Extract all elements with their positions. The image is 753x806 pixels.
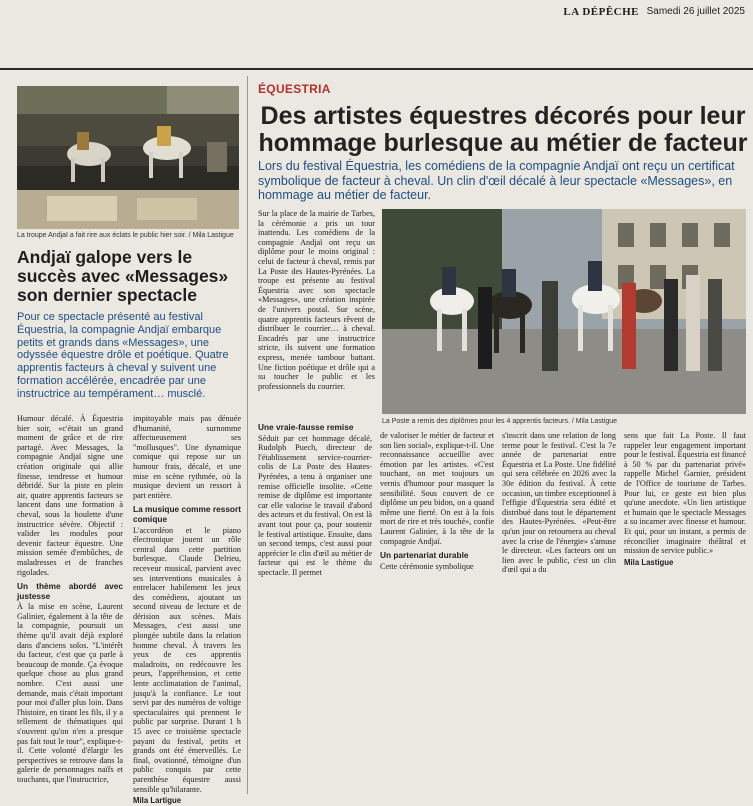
main-column-2 — [380, 431, 494, 796]
main-col2-para: de valoriser le métier de facteur et son lien social», explique-t-il. Une reconnaissance accueillie avec émotion par les artistes. «C'est touchant, on met toujours un vernis d'humour pour masquer la sensibilité. Sous couvert de ce diplôme un peu bidon, on a quand même une fierté. On est à la fois mort de rire et très touché», confie Laurent Galinier, à la tête de la compagnie Andjaï. — [380, 431, 494, 546]
column-divider — [247, 76, 248, 794]
side-photo-caption: La troupe Andjaï a fait rire aux éclats le public hier soir. / Mila Lastigue — [17, 232, 234, 239]
side-col1-subhead: Un thème abordé avec justesse — [17, 581, 123, 601]
main-col1-subhead: Une vraie-fausse remise — [258, 422, 354, 432]
side-headline: Andjaï galope vers le succès avec «Messages» son dernier spectacle — [17, 247, 229, 305]
main-column-3 — [502, 431, 616, 796]
side-col2-para-b: L'accordéon et le piano électronique jouent un rôle central dans cette partition burlesque. Claude Delrieu, receveur musical, parvient avec ses interventions musicales à entrelacer habilement les jeux des comédiens, ajoutant un second niveau de lecture et de dérision aux scènes. Mais Messages, c'est aussi une plongée subtile dans la relation homme cheval. À travers les yeux de ces apprentis maladroits, on redécouvre les peurs, l'appréhension, et cette lente acclimatation de l'animal, jusqu'à la confiance. Le tout servi par des numéros de voltige spectaculaires qui prennent le public par surprise. Durant 1 h 15 avec ce troisième spectacle payant du festival, petits et grands ont été émerveillés. Le final, ovationné, témoigne d'un public conquis par cette parenthèse équestre aussi sensible qu'hilarante. — [133, 525, 241, 794]
side-photo — [17, 86, 239, 229]
newspaper-name: LA DÉPÊCHE — [563, 6, 639, 18]
main-signature: Mila Lastigue — [624, 557, 674, 567]
side-chapo: Pour ce spectacle présenté au festival Équestria, la compagnie Andjaï embarque petits et grands dans «Messages», une odyssée équestre drôle et poétique. Quatre apprentis facteurs à cheval y suivent une formation accélérée, encadrée par une instructrice au tempérament… musclé. — [17, 311, 229, 400]
main-headline: Des artistes équestres décorés pour leur hommage burlesque au métier de facteur — [258, 102, 748, 157]
main-col3-para: s'inscrit dans une relation de long terme pour le festival. C'est la 7e année de partenariat entre Équestria et La Poste. Une fidélité qui sera célébrée en 2026 avec la 30e édition du festival. À cette occasion, un timbre exceptionnel à l'effigie d'Équestria sera édité et distribué dans tout le département des Hautes-Pyrénées. «Peut-être qu'un jour on retournera au cheval avec la crise de l'énergie» s'amuse le directeur. «Les facteurs ont un lien avec le public, c'est un clin d'œil qui a du — [502, 431, 616, 575]
side-col2-subhead: La musique comme ressort comique — [133, 504, 241, 524]
main-photo — [382, 209, 746, 414]
main-chapo: Lors du festival Équestria, les comédiens de la compagnie Andjaï ont reçu un certificat symbolique de facteur à cheval. Un clin d'œil décalé à leur spectacle «Messages», en hommage au métier de facteur. — [258, 159, 735, 202]
main-col2-para-b: Cette cérémonie symbolique — [380, 561, 474, 571]
section-label: ÉQUESTRIA — [258, 82, 331, 96]
side-col1-para-b: À la mise en scène, Laurent Galinier, également à la tête de la compagnie, poursuit un thème qu'il avait déjà exploré dans d'anciens solos. "L'intérêt du facteur, c'est que ça parle à beaucoup de monde. Ça évoque quelque chose au plus grand nombre. C'est aussi une demande, mais c'était important pour moi d'aller plus loin. Dans l'histoire, en tirant les fils, il y a tellement de thématiques qui s'ouvrent qu'on n'en a presque pas fait tout le tour", explique-t-il. Cette volonté d'élargir les perspectives se retrouve dans la galerie de personnages naïfs et touchants, que l'instructrice, — [17, 602, 123, 784]
side-photo-image — [17, 86, 239, 229]
side-column-1 — [17, 414, 123, 796]
main-col1-para: Sur la place de la mairie de Tarbes, la cérémonie a pris un tour inattendu. Les comédiens de la compagnie Andjaï ont reçu un diplôme pour le moins original : celui de facteur à cheval, remis par La Poste des Hautes-Pyrénées. La troupe est présente au festival Équestria avec son spectacle «Messages», une création inspirée de l'univers postal. Sur scène, quatre apprentis facteurs rêvent de distribuer le courrier… à cheval. Encadrés par une instructrice stricte, ils suivent une formation express, menée tambour battant. Une fiction poétique et drôle qui a su toucher le public et les professionnels du courrier. — [258, 209, 375, 391]
main-column-1b — [258, 421, 372, 796]
main-photo-caption: La Poste a remis des diplômes pour les 4 apprentis facteurs. / Mila Lastigue — [382, 418, 618, 425]
side-col1-para-a: Humour décalé. À Équestria hier soir, «c'était un grand moment de grâce et de rire partagé. Avec Messages, la compagnie Andjaï signe une création originale qui allie finesse, tendresse et humour débridé. Sur la piste en plein air, quatre apprentis facteurs se lancent dans une formation à cheval, sous la houlette d'une instructrice sévère. Objectif : valider les modules pour devenir facteur équestre. Une mission semée d'embûches, de maladresses et de franches rigolades. — [17, 414, 123, 577]
side-col2-para-a: impitoyable mais pas dénuée d'humanité, surnomme affectueusement ses "mollusques". Une dynamique comique qui repose sur un humour frais, décalé, et une mise en scène rythmée, où la musique devient un ressort à part entière. — [133, 414, 241, 500]
issue-date: Samedi 26 juillet 2025 — [646, 6, 745, 17]
side-column-2 — [133, 414, 241, 806]
main-column-1 — [258, 209, 375, 421]
main-column-4 — [624, 431, 746, 796]
side-signature: Mila Lartigue — [133, 796, 182, 806]
main-col2-subhead: Un partenariat durable — [380, 550, 469, 561]
main-photo-image — [382, 209, 746, 414]
top-rule — [0, 68, 753, 70]
main-col4-para: sens que fait La Poste. Il faut rappeler leur engagement important pour le festival. Équestria est financé à 50 % par du partenariat privé» rappelle Michel Garnier, président de l'Office de tourisme de Tarbes. Pour lui, ce geste est bien plus qu'une anecdote. «Un lien artistique et humain que le spectacle Messages a su incarner avec finesse et humour. Et qui, pour un instant, a permis de réconcilier imaginaire théâtral et mission de service public.» — [624, 431, 746, 556]
main-col1-para-b: Séduit par cet hommage décalé, Rudolph Puech, directeur de l'établissement service-courrier-colis de La Poste des Hautes-Pyrénées, a tenu à organiser une remise officielle insolite. «Cette remise de diplôme est importante car elle valorise le travail d'abord des acteurs et du festival. On est là avant tout pour ça, pour soutenir le festival artistique. Ensuite, dans un second temps, c'est aussi pour apprécier le clin d'œil au métier de facteur qui est le thème du spectacle. Il permet — [258, 433, 372, 577]
